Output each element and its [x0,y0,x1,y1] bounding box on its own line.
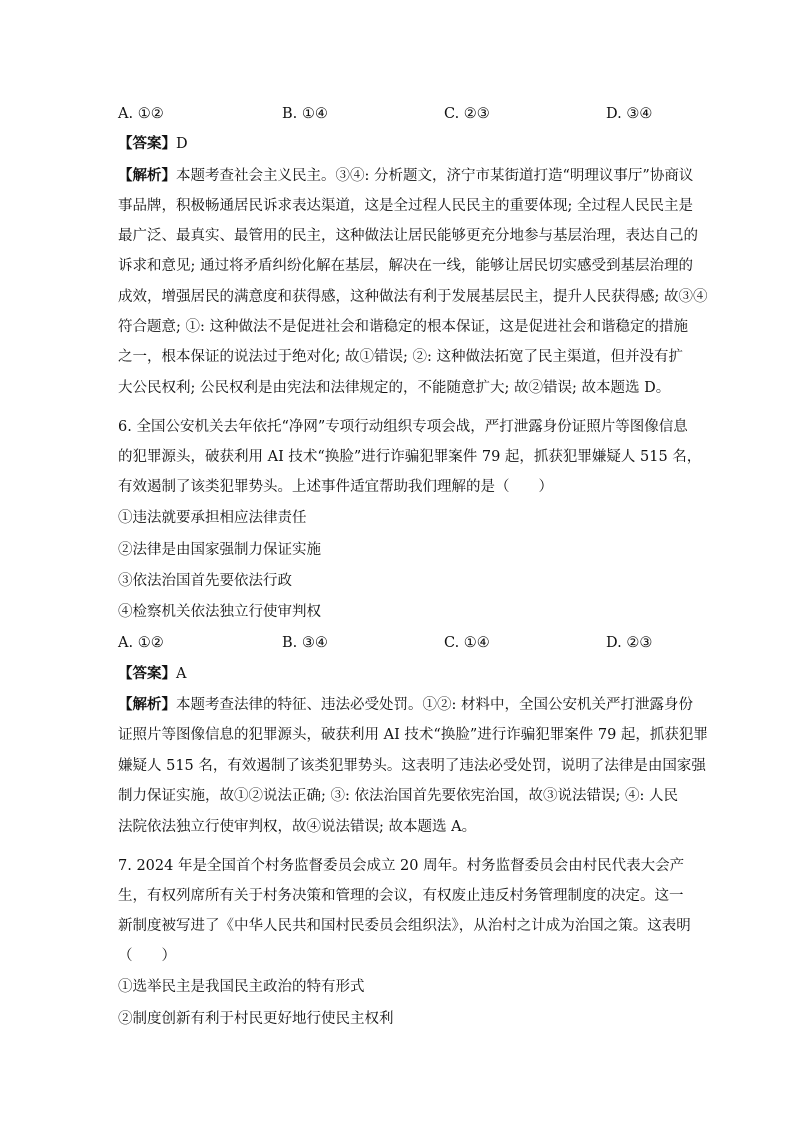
analysis-label: 【解析】 [118,697,176,713]
option-d: D. ③④ [606,106,653,122]
option-c: C. ②③ [444,106,490,122]
option-d: D. ②③ [606,635,653,651]
q6-analysis-line: 法院依法独立行使审判权，故④说法错误; 故本题选 A。 [118,819,477,835]
option-c: C. ①④ [444,635,490,651]
option-a: A. ①② [118,106,164,122]
option-b: B. ③④ [282,635,328,651]
answer-value: A [176,666,187,682]
q6-statement: ①违法就要承担相应法律责任 [118,510,307,526]
q6-analysis-line: 制力保证实施，故①②说法正确; ③: 依法治国首先要依宪治国，故③说法错误; ④: 人民 [118,788,678,804]
answer-value: D [176,136,188,152]
q6-analysis-line: 嫌疑人 515 名，有效遏制了该类犯罪势头。这表明了违法必受处罚，说明了法律是由国家强 [118,758,706,774]
q5-analysis-line: 之一，根本保证的说法过于绝对化; 故①错误; ②: 这种做法拓宽了民主渠道，但并没有扩 [118,349,683,365]
q5-analysis-line: 成效，增强居民的满意度和获得感，这种做法有利于发展基层民主，提升人民获得感; 故③④ [118,289,708,305]
q5-analysis-line: 诉求和意见; 通过将矛盾纠纷化解在基层，解决在一线，能够让居民切实感受到基层治理的 [118,258,693,274]
q6-analysis-line: 证照片等图像信息的犯罪源头，破获利用 AI 技术“换脸”进行诈骗犯罪案件 79 起，抓获犯罪 [118,727,708,743]
q6-statement: ④检察机关依法独立行使审判权 [118,604,321,620]
q6-stem-line: 有效遏制了该类犯罪势头。上述事件适宜帮助我们理解的是（ ） [118,479,553,495]
q6-statement: ③依法治国首先要依法行政 [118,573,292,589]
q5-answer [118,134,188,154]
q7-statement: ②制度创新有利于村民更好地行使民主权利 [118,1011,394,1027]
q7-stem-line: 7. 2024 年是全国首个村务监督委员会成立 20 周年。村务监督委员会由村民代表大会产 [118,858,685,874]
q6-statement: ②法律是由国家强制力保证实施 [118,542,321,558]
q7-stem-line: 生，有权列席所有关于村务决策和管理的会议，有权废止违反村务管理制度的决定。这一 [118,888,684,904]
q6-stem-line: 6. 全国公安机关去年依托“净网”专项行动组织专项会战，严打泄露身份证照片等图像信息 [118,419,688,435]
option-a: A. ①② [118,635,164,651]
q5-analysis-line: 大公民权利; 公民权利是由宪法和法律规定的，不能随意扩大; 故②错误; 故本题选 D。 [118,380,671,396]
q6-answer [118,664,186,684]
option-b: B. ①④ [282,106,328,122]
q5-analysis-line: 最广泛、最真实、最管用的民主，这种做法让居民能够更充分地参与基层治理，表达自己的 [118,228,698,244]
q7-stem-line: （ ） [118,948,176,964]
answer-label: 【答案】 [118,136,176,152]
q7-statement: ①选举民主是我国民主政治的特有形式 [118,979,365,995]
q5-analysis-line: 符合题意; ①: 这种做法不是促进社会和谐稳定的根本保证，这是促进社会和谐稳定的措施 [118,319,688,335]
answer-label: 【答案】 [118,666,176,682]
analysis-label: 【解析】 [118,168,176,184]
q6-analysis-line: 【解析】本题考查法律的特征、违法必受处罚。①②: 材料中，全国公安机关严打泄露身份 [118,697,693,713]
q5-analysis-line: 【解析】本题考查社会主义民主。③④: 分析题文，济宁市某街道打造“明理议事厅”协商议 [118,168,694,184]
q7-stem-line: 新制度被写进了《中华人民共和国村民委员会组织法》，从治村之计成为治国之策。这表明 [118,918,691,934]
q5-analysis-line: 事品牌，积极畅通居民诉求表达渠道，这是全过程人民民主的重要体现; 全过程人民民主是 [118,198,693,214]
q6-stem-line: 的犯罪源头，破获利用 AI 技术“换脸”进行诈骗犯罪案件 79 起，抓获犯罪嫌疑人 515 名， [118,449,702,465]
